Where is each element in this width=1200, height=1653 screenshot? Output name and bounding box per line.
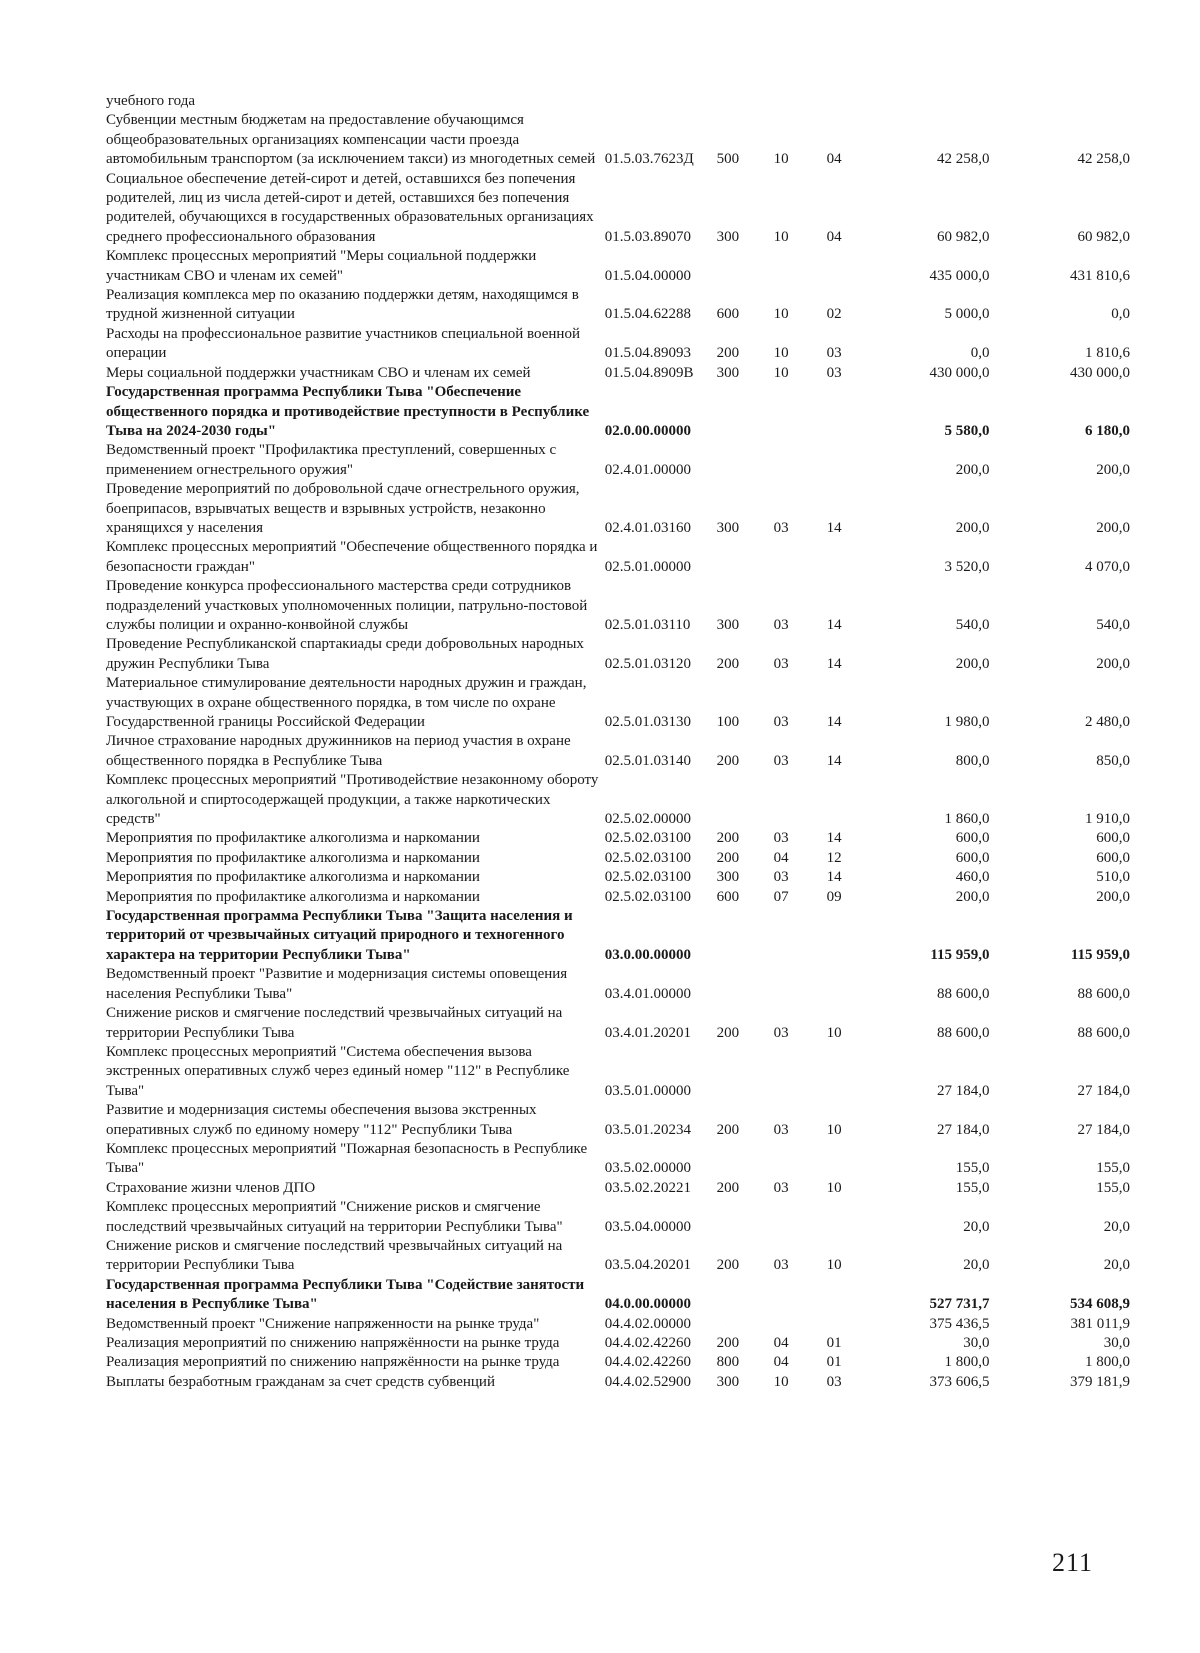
row-subsection: 14 [826, 752, 842, 769]
row-section [774, 538, 827, 577]
row-amount-2: 155,0 [1096, 1160, 1130, 1177]
row-expense-type: 300 [716, 519, 740, 536]
row-amount-1: 435 000,0 [929, 267, 990, 284]
row-section: 10 [773, 1373, 789, 1390]
table-row [106, 1179, 1136, 1198]
row-section [774, 92, 827, 111]
row-amount-1: 0,0 [970, 345, 990, 362]
row-name: Государственная программа Республики Тыва "Содействие занятости населения в Республике Тыва" [106, 1276, 585, 1313]
row-amount-1: 1 860,0 [944, 811, 990, 828]
row-amount-1: 460,0 [955, 869, 990, 886]
row-amount-1: 200,0 [955, 888, 990, 905]
table-row [106, 732, 1136, 771]
row-expense-type [717, 92, 774, 111]
row-section: 10 [773, 228, 789, 245]
row-section: 03 [773, 1179, 789, 1196]
row-section: 04 [773, 849, 789, 866]
row-name: Проведение мероприятий по добровольной сдаче огнестрельного оружия, боеприпасов, взрывчатых веществ и взрывных устройств, незаконно хранящихся у населения [106, 481, 580, 536]
table-row [106, 1315, 1136, 1334]
row-amount-2: 60 982,0 [1077, 228, 1130, 245]
row-amount-1: 800,0 [955, 752, 990, 769]
row-amount-2: 115 959,0 [1070, 946, 1130, 963]
row-amount-2: 200,0 [1096, 461, 1130, 478]
row-amount-2: 6 180,0 [1085, 422, 1130, 439]
row-name: Проведение конкурса профессионального мастерства среди сотрудников подразделений участковых уполномоченных полиции, патрульно-постовой службы полиции и охранно-конвойной службы [106, 578, 588, 633]
row-expense-type: 100 [716, 714, 740, 730]
table-row [106, 577, 1136, 635]
row-subsection: 10 [826, 1024, 842, 1041]
row-subsection: 14 [826, 714, 842, 730]
budget-table [106, 92, 1136, 1392]
row-amount-1: 42 258,0 [937, 151, 990, 168]
row-amount-1: 30,0 [963, 1335, 990, 1351]
row-code: 03.5.02.20221 [604, 1179, 691, 1196]
row-code: 04.4.02.52900 [604, 1373, 691, 1390]
row-name: Мероприятия по профилактике алкоголизма и наркомании [106, 830, 480, 847]
row-section: 10 [773, 151, 789, 168]
row-amount-1: 88 600,0 [937, 1024, 990, 1041]
row-code: 02.5.02.03100 [604, 849, 691, 866]
row-expense-type: 200 [716, 345, 740, 362]
row-code: 02.0.00.00000 [604, 422, 691, 439]
table-row [106, 92, 1136, 111]
row-section: 03 [773, 1257, 789, 1274]
row-section: 04 [773, 1354, 789, 1371]
table-row [106, 888, 1136, 907]
row-code: 04.0.00.00000 [604, 1296, 691, 1313]
row-expense-type [717, 1276, 774, 1315]
table-row [106, 674, 1136, 732]
row-amount-2: 0,0 [1111, 306, 1130, 323]
row-code: 03.5.02.00000 [604, 1160, 691, 1177]
row-name: Выплаты безработным гражданам за счет средств субвенций [106, 1373, 495, 1390]
row-code: 02.5.01.03120 [604, 655, 691, 672]
row-code: 03.0.00.00000 [604, 946, 691, 963]
row-section [774, 1315, 827, 1334]
row-amount-2: 1 800,0 [1085, 1354, 1130, 1371]
row-amount-2: 1 910,0 [1085, 811, 1130, 828]
row-expense-type: 200 [716, 752, 740, 769]
row-amount-2: 534 608,9 [1070, 1296, 1130, 1313]
row-name: Комплекс процессных мероприятий "Обеспечение общественного порядка и безопасности граждан" [106, 539, 598, 575]
row-code: 03.5.01.00000 [604, 1082, 691, 1099]
table-row [106, 1198, 1136, 1237]
row-name: Мероприятия по профилактике алкоголизма и наркомании [106, 888, 480, 905]
row-code: 01.5.03.7623Д [604, 151, 694, 168]
row-code: 02.5.01.03130 [604, 714, 691, 730]
row-amount-2: 430 000,0 [1070, 364, 1130, 381]
row-subsection [827, 965, 888, 1004]
row-name: Комплекс процессных мероприятий "Снижение рисков и смягчение последствий чрезвычайных ситуаций на территории Республики Тыва" [106, 1199, 563, 1235]
row-expense-type: 200 [716, 1257, 740, 1274]
row-section [774, 441, 827, 480]
program-row [106, 383, 1136, 441]
table-row [106, 1101, 1136, 1140]
row-subsection: 04 [826, 228, 842, 245]
table-row [106, 480, 1136, 538]
row-section [774, 907, 827, 965]
row-name: Материальное стимулирование деятельности народных дружин и граждан, участвующих в охране общественного порядка, в том числе по охране Государственной границы Российской Федерации [106, 675, 587, 730]
row-name: Снижение рисков и смягчение последствий чрезвычайных ситуаций на территории Республики Тыва [106, 1005, 563, 1041]
row-section: 07 [773, 888, 789, 905]
row-amount-2: 431 810,6 [1070, 267, 1130, 284]
row-name: Развитие и модернизация системы обеспечения вызова экстренных оперативных служб по единому номеру "112" Республики Тыва [106, 1102, 537, 1138]
row-expense-type [717, 965, 774, 1004]
row-expense-type: 200 [716, 1179, 740, 1196]
row-subsection [827, 771, 888, 829]
row-section [774, 771, 827, 829]
row-expense-type [717, 1315, 774, 1334]
row-subsection: 10 [826, 1179, 842, 1196]
row-amount-2: 600,0 [1096, 830, 1130, 847]
row-amount-2: 540,0 [1096, 616, 1130, 633]
row-expense-type [717, 538, 774, 577]
row-expense-type: 200 [716, 830, 740, 847]
row-section: 04 [773, 1335, 789, 1351]
row-expense-type [717, 771, 774, 829]
row-amount-1: 27 184,0 [937, 1082, 990, 1099]
row-subsection [827, 1043, 888, 1101]
row-code: 04.4.02.42260 [604, 1354, 691, 1371]
row-code: 02.5.02.03100 [604, 830, 691, 847]
row-amount-1: 1 980,0 [944, 714, 990, 730]
row-amount-1: 375 436,5 [929, 1315, 990, 1332]
table-row [106, 1353, 1136, 1372]
row-amount-2: 510,0 [1096, 869, 1130, 886]
row-name: Меры социальной поддержки участникам СВО и членам их семей [106, 364, 531, 381]
row-section: 03 [773, 1121, 789, 1138]
row-amount-1: 88 600,0 [937, 985, 990, 1002]
table-row [106, 1140, 1136, 1179]
table-row [106, 364, 1136, 383]
table-row [106, 868, 1136, 887]
table-row [106, 1334, 1136, 1353]
table-row [106, 1043, 1136, 1101]
row-name: Личное страхование народных дружинников на период участия в охране общественного порядка в Республике Тыва [106, 733, 571, 769]
row-amount-1: 430 000,0 [929, 364, 990, 381]
table-row [106, 1237, 1136, 1276]
row-amount-2: 155,0 [1096, 1179, 1130, 1196]
row-subsection: 03 [826, 1373, 842, 1390]
row-name: Расходы на профессиональное развитие участников специальной военной операции [106, 325, 580, 362]
row-amount-1: 60 982,0 [937, 228, 990, 245]
row-amount-1: 527 731,7 [929, 1296, 990, 1313]
row-subsection [827, 1315, 888, 1334]
program-row [106, 907, 1136, 965]
table-row [106, 965, 1136, 1004]
row-expense-type: 300 [716, 364, 740, 381]
row-expense-type [717, 1140, 774, 1179]
row-code [605, 92, 717, 111]
row-code: 04.4.02.42260 [604, 1335, 691, 1351]
row-name: Ведомственный проект "Профилактика преступлений, совершенных с применением огнестрельного оружия" [106, 442, 557, 478]
row-code: 01.5.04.62288 [604, 306, 691, 323]
row-subsection [827, 1276, 888, 1315]
row-code: 04.4.02.00000 [604, 1315, 691, 1332]
row-name: Ведомственный проект "Развитие и модернизация системы оповещения населения Республики Тыва" [106, 966, 568, 1002]
row-section: 03 [773, 519, 789, 536]
row-expense-type [717, 1043, 774, 1101]
row-section: 03 [773, 616, 789, 633]
row-amount-2: 27 184,0 [1077, 1082, 1130, 1099]
row-subsection [827, 247, 888, 286]
row-section [774, 247, 827, 286]
row-expense-type [717, 1198, 774, 1237]
row-amount-1: 115 959,0 [930, 946, 990, 963]
row-name: Реализация мероприятий по снижению напряжённости на рынке труда [106, 1354, 560, 1371]
table-row [106, 286, 1136, 325]
row-subsection: 02 [826, 306, 842, 323]
row-expense-type: 200 [716, 1024, 740, 1041]
row-section [774, 1043, 827, 1101]
row-amount-2: 88 600,0 [1077, 1024, 1130, 1041]
row-amount-2: 88 600,0 [1077, 985, 1130, 1002]
table-row [106, 247, 1136, 286]
row-expense-type: 800 [716, 1354, 740, 1371]
row-subsection [827, 92, 888, 111]
row-code: 03.5.04.20201 [604, 1257, 691, 1274]
row-name: Реализация комплекса мер по оказанию поддержки детям, находящимся в трудной жизненной ситуации [106, 287, 579, 323]
row-code: 02.5.02.03100 [604, 869, 691, 886]
row-subsection: 12 [826, 849, 842, 866]
row-section: 03 [773, 1024, 789, 1041]
row-amount-2: 600,0 [1096, 849, 1130, 866]
row-expense-type: 300 [716, 869, 740, 886]
row-name: Социальное обеспечение детей-сирот и детей, оставшихся без попечения родителей, лиц из числа детей-сирот и детей, оставшихся без попечения родителей, обучающихся в государственных образовательных организациях среднего профессионального образования [106, 170, 594, 245]
row-amount-2: 850,0 [1096, 752, 1130, 769]
row-amount-1 [888, 92, 996, 111]
table-row [106, 538, 1136, 577]
row-amount-1: 20,0 [963, 1257, 990, 1274]
row-subsection: 03 [826, 345, 842, 362]
row-amount-1: 540,0 [955, 616, 990, 633]
row-expense-type: 200 [716, 849, 740, 866]
row-subsection [827, 1198, 888, 1237]
row-amount-1: 1 800,0 [944, 1354, 990, 1371]
row-amount-1: 155,0 [955, 1160, 990, 1177]
row-code: 02.5.02.03100 [604, 888, 691, 905]
row-amount-1: 20,0 [963, 1218, 990, 1235]
row-section: 10 [773, 364, 789, 381]
table-row [106, 829, 1136, 848]
row-subsection [827, 538, 888, 577]
row-amount-2 [996, 92, 1137, 111]
row-amount-1: 200,0 [955, 519, 990, 536]
row-name: Реализация мероприятий по снижению напряжённости на рынке труда [106, 1335, 560, 1351]
row-amount-2: 27 184,0 [1077, 1121, 1130, 1138]
row-name: Снижение рисков и смягчение последствий чрезвычайных ситуаций на территории Республики Тыва [106, 1237, 563, 1274]
row-name: Комплекс процессных мероприятий "Пожарная безопасность в Республике Тыва" [106, 1140, 588, 1177]
row-expense-type [717, 383, 774, 441]
row-expense-type [717, 907, 774, 965]
row-code: 03.4.01.20201 [604, 1024, 691, 1041]
row-name: Государственная программа Республики Тыва "Обеспечение общественного порядка и противодействие преступности в Республике Тыва на 2024-2030 годы" [106, 384, 590, 439]
row-expense-type: 500 [716, 151, 740, 168]
row-section: 03 [773, 655, 789, 672]
row-code: 02.5.02.00000 [604, 811, 691, 828]
row-code: 02.5.01.00000 [604, 558, 691, 575]
table-row [106, 635, 1136, 674]
row-amount-1: 3 520,0 [944, 558, 990, 575]
row-section [774, 1276, 827, 1315]
row-expense-type: 600 [716, 888, 740, 905]
program-row [106, 1276, 1136, 1315]
row-expense-type: 600 [716, 306, 740, 323]
row-amount-1: 27 184,0 [937, 1121, 990, 1138]
row-name: Комплекс процессных мероприятий "Меры социальной поддержки участникам СВО и членам их семей" [106, 248, 537, 284]
row-name: Комплекс процессных мероприятий "Система обеспечения вызова экстренных оперативных служб через единый номер "112" в Республике Тыва" [106, 1043, 570, 1099]
row-code: 01.5.04.8909В [604, 364, 694, 381]
page-number: 211 [1052, 1548, 1094, 1577]
row-subsection: 04 [826, 151, 842, 168]
row-amount-2: 42 258,0 [1077, 151, 1130, 168]
row-code: 02.5.01.03110 [604, 616, 691, 633]
row-section: 03 [773, 714, 789, 730]
row-amount-2: 1 810,6 [1085, 345, 1130, 362]
row-amount-1: 600,0 [955, 849, 990, 866]
row-code: 02.5.01.03140 [604, 752, 691, 769]
row-expense-type [717, 247, 774, 286]
row-name: Мероприятия по профилактике алкоголизма и наркомании [106, 869, 480, 886]
table-row [106, 111, 1136, 169]
row-expense-type: 200 [716, 655, 740, 672]
row-name: Субвенции местным бюджетам на предоставление обучающимся общеобразовательных организациях компенсации части проезда автомобильным транспортом (за исключением такси) из многодетных семей [106, 112, 596, 168]
row-section [774, 383, 827, 441]
table-row [106, 1004, 1136, 1043]
row-section: 03 [773, 869, 789, 886]
row-subsection: 14 [826, 616, 842, 633]
row-subsection: 14 [826, 519, 842, 536]
row-section: 10 [773, 306, 789, 323]
row-name: Мероприятия по профилактике алкоголизма и наркомании [106, 849, 480, 866]
row-amount-2: 20,0 [1103, 1257, 1130, 1274]
row-expense-type: 300 [716, 1373, 740, 1390]
row-amount-2: 20,0 [1103, 1218, 1130, 1235]
row-expense-type: 200 [716, 1335, 740, 1351]
row-name: учебного года [106, 93, 196, 109]
row-amount-2: 379 181,9 [1070, 1373, 1130, 1390]
row-expense-type: 300 [716, 616, 740, 633]
row-code: 02.4.01.03160 [604, 519, 691, 536]
row-section [774, 1140, 827, 1179]
row-amount-1: 155,0 [955, 1179, 990, 1196]
table-row [106, 1373, 1136, 1392]
table-row [106, 441, 1136, 480]
row-code: 02.4.01.00000 [604, 461, 691, 478]
table-row [106, 170, 1136, 248]
row-expense-type: 300 [716, 228, 740, 245]
row-amount-1: 5 580,0 [944, 422, 990, 439]
row-name: Проведение Республиканской спартакиады среди добровольных народных дружин Республики Тыва [106, 636, 584, 672]
row-subsection: 14 [826, 655, 842, 672]
row-subsection: 10 [826, 1121, 842, 1138]
row-amount-2: 381 011,9 [1070, 1315, 1130, 1332]
row-code: 03.4.01.00000 [604, 985, 691, 1002]
row-expense-type [717, 441, 774, 480]
row-amount-2: 200,0 [1096, 519, 1130, 536]
row-subsection [827, 907, 888, 965]
row-amount-1: 5 000,0 [944, 306, 990, 323]
row-section [774, 1198, 827, 1237]
row-subsection: 01 [826, 1354, 842, 1371]
row-subsection: 14 [826, 830, 842, 847]
row-name: Государственная программа Республики Тыва "Защита населения и территорий от чрезвычайных ситуаций природного и техногенного характера на территории Республики Тыва" [106, 908, 573, 963]
row-amount-2: 30,0 [1103, 1335, 1130, 1351]
row-amount-2: 200,0 [1096, 655, 1130, 672]
row-name: Ведомственный проект "Снижение напряженности на рынке труда" [106, 1315, 540, 1332]
row-amount-1: 200,0 [955, 461, 990, 478]
row-section [774, 965, 827, 1004]
row-code: 01.5.04.00000 [604, 267, 691, 284]
row-subsection [827, 1140, 888, 1179]
row-amount-1: 600,0 [955, 830, 990, 847]
row-amount-2: 4 070,0 [1085, 558, 1130, 575]
row-name: Комплекс процессных мероприятий "Противодействие незаконному обороту алкогольной и спиртосодержащей продукции, а также наркотических средств" [106, 772, 599, 828]
row-subsection: 14 [826, 869, 842, 886]
row-amount-1: 200,0 [955, 655, 990, 672]
row-expense-type: 200 [716, 1121, 740, 1138]
row-section: 03 [773, 752, 789, 769]
table-row [106, 771, 1136, 829]
row-subsection: 09 [826, 888, 842, 905]
row-subsection [827, 441, 888, 480]
table-row [106, 849, 1136, 868]
row-subsection [827, 383, 888, 441]
row-code: 01.5.04.89093 [604, 345, 691, 362]
row-subsection: 10 [826, 1257, 842, 1274]
row-code: 03.5.01.20234 [604, 1121, 691, 1138]
row-code: 03.5.04.00000 [604, 1218, 691, 1235]
row-amount-2: 2 480,0 [1085, 714, 1130, 730]
row-code: 01.5.03.89070 [604, 228, 691, 245]
row-amount-1: 373 606,5 [929, 1373, 990, 1390]
row-section: 03 [773, 830, 789, 847]
row-subsection: 01 [826, 1335, 842, 1351]
row-section: 10 [773, 345, 789, 362]
row-subsection: 03 [826, 364, 842, 381]
row-amount-2: 200,0 [1096, 888, 1130, 905]
row-name: Страхование жизни членов ДПО [106, 1179, 316, 1196]
table-row [106, 325, 1136, 364]
